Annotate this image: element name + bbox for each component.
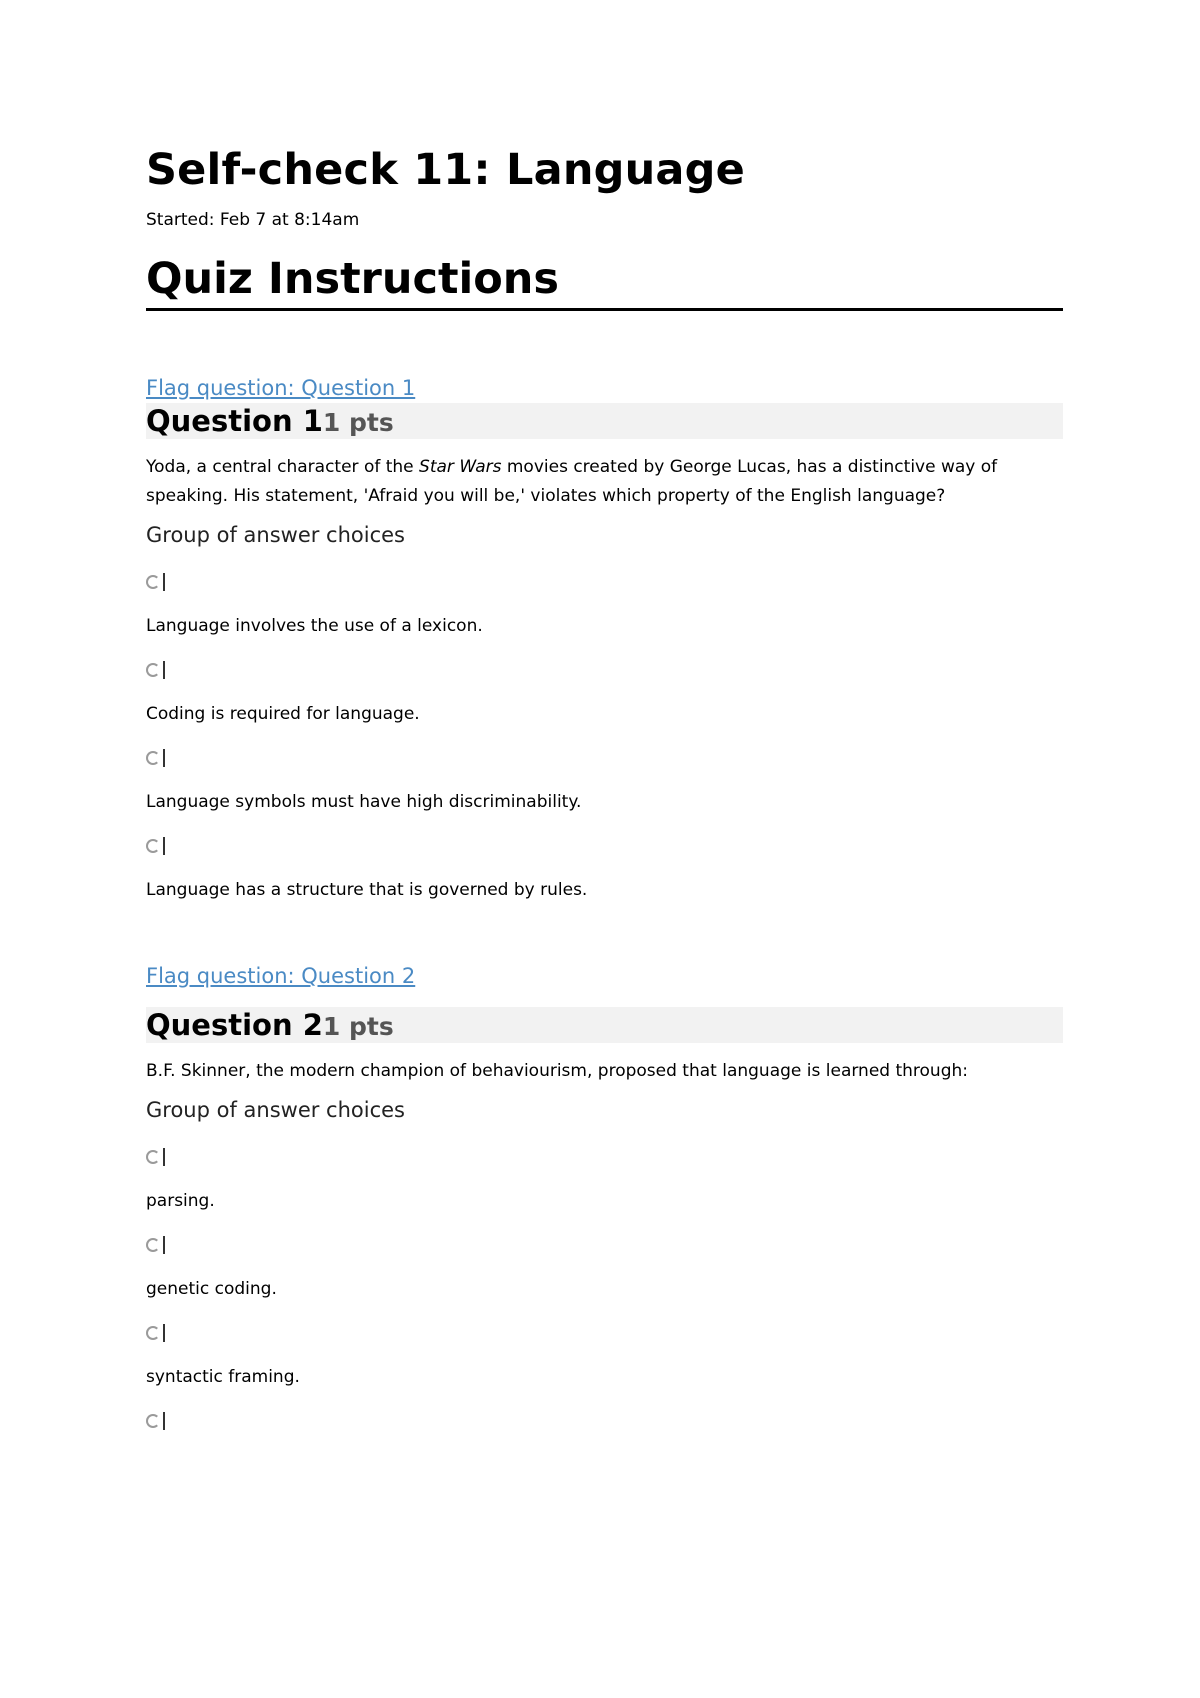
- radio-wrap: [146, 1408, 1063, 1434]
- answer-choice: [146, 1144, 1063, 1212]
- answer-choice-label: syntactic framing.: [146, 1367, 300, 1387]
- text-caret: [163, 1412, 165, 1430]
- question-2-name: Question 2: [146, 1008, 323, 1042]
- text-caret: [163, 1236, 165, 1254]
- text-caret: [163, 749, 165, 767]
- radio-button[interactable]: [146, 1414, 160, 1428]
- question-1: [146, 375, 1063, 901]
- question-2-points: 1 pts: [322, 1012, 394, 1041]
- question-1-points: 1 pts: [322, 408, 394, 437]
- quiz-content: [146, 140, 1063, 1434]
- radio-wrap: [146, 833, 1063, 859]
- answer-choice-label: Coding is required for language.: [146, 704, 420, 724]
- radio-button[interactable]: [146, 1150, 160, 1164]
- answer-choice: [146, 745, 1063, 813]
- question-1-text: [146, 453, 1063, 511]
- answer-choice-label: parsing.: [146, 1191, 215, 1211]
- radio-button[interactable]: [146, 1238, 160, 1252]
- question-1-text-before: Yoda, a central character of the: [146, 457, 420, 477]
- answer-choice: [146, 569, 1063, 637]
- answer-choice: [146, 1320, 1063, 1388]
- answer-choice: [146, 657, 1063, 725]
- question-2-header: [146, 1007, 1063, 1043]
- answer-choice-label: Language involves the use of a lexicon.: [146, 616, 483, 636]
- question-1-group-label: Group of answer choices: [146, 523, 405, 547]
- answer-choice-label: genetic coding.: [146, 1279, 277, 1299]
- text-caret: [163, 1324, 165, 1342]
- question-1-text-after: movies created by George Lucas, has a distinctive way of speaking. His statement, 'Afraid you will be,' violates which property of the English language?: [146, 457, 998, 506]
- text-caret: [163, 573, 165, 591]
- question-1-name: Question 1: [146, 404, 323, 438]
- radio-button[interactable]: [146, 751, 160, 765]
- started-timestamp: Started: Feb 7 at 8:14am: [146, 210, 360, 230]
- answer-choice: [146, 1408, 1063, 1434]
- radio-wrap: [146, 745, 1063, 771]
- text-caret: [163, 661, 165, 679]
- radio-wrap: [146, 569, 1063, 595]
- radio-wrap: [146, 1144, 1063, 1170]
- text-caret: [163, 1148, 165, 1166]
- question-2-text: B.F. Skinner, the modern champion of behaviourism, proposed that language is learned through:: [146, 1061, 969, 1081]
- answer-choice-label: Language symbols must have high discriminability.: [146, 792, 582, 812]
- radio-button[interactable]: [146, 663, 160, 677]
- radio-wrap: [146, 1320, 1063, 1346]
- instructions-heading: Quiz Instructions: [146, 252, 1063, 311]
- question-2: [146, 963, 1063, 1434]
- answer-choice: [146, 1232, 1063, 1300]
- question-2-group-label: Group of answer choices: [146, 1098, 405, 1122]
- radio-button[interactable]: [146, 575, 160, 589]
- answer-choice: [146, 833, 1063, 901]
- flag-question-1-link[interactable]: Flag question: Question 1: [146, 376, 416, 400]
- radio-wrap: [146, 1232, 1063, 1258]
- quiz-title: Self-check 11: Language: [146, 145, 745, 195]
- radio-wrap: [146, 657, 1063, 683]
- question-1-header: [146, 403, 1063, 439]
- text-caret: [163, 837, 165, 855]
- flag-question-2-link[interactable]: Flag question: Question 2: [146, 964, 416, 988]
- radio-button[interactable]: [146, 1326, 160, 1340]
- answer-choice-label: Language has a structure that is governed by rules.: [146, 880, 588, 900]
- radio-button[interactable]: [146, 839, 160, 853]
- question-1-text-italic: Star Wars: [419, 457, 502, 477]
